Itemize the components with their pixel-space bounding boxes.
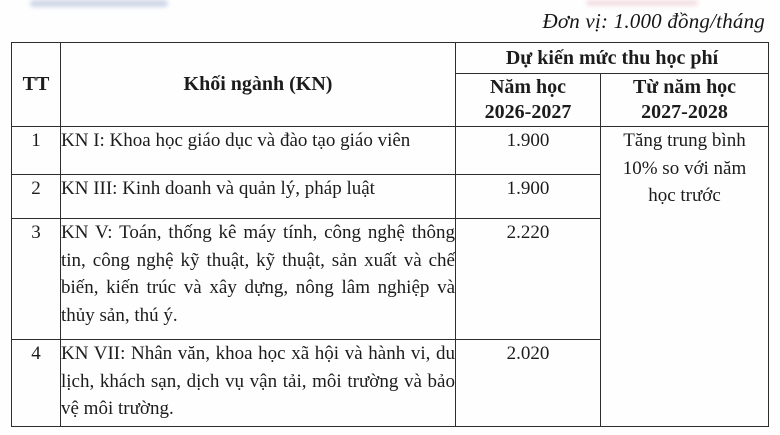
header-fee-title: Dự kiến mức thu học phí (456, 43, 769, 74)
table-row (12, 127, 769, 175)
header-year-from-2027-2028 (601, 74, 769, 127)
row-3-major-group: KN V: Toán, thống kê máy tính, công nghệ thông tin, công nghệ kỹ thuật, kỹ thuật, sản xuất và chế biến, kiến trúc và xây dựng, nông lâm nghiệp và thủy sản, thú ý. (61, 219, 456, 340)
row-1-major-group: KN I: Khoa học giáo dục và đào tạo giáo viên (61, 127, 456, 175)
row-1-tt: 1 (12, 127, 61, 175)
header-year1-line1: Năm học (489, 76, 567, 98)
header-year-2026-2027 (456, 74, 601, 127)
header-year2-line1: Từ năm học (632, 76, 737, 98)
row-4-tt: 4 (12, 340, 61, 427)
row-3-fee-2026-2027: 2.220 (456, 219, 601, 340)
scan-artifact-pink (586, 0, 698, 6)
header-year1-line2: 2026-2027 (484, 101, 572, 123)
row-4-major-group: KN VII: Nhân văn, khoa học xã hội và hành vi, du lịch, khách sạn, dịch vụ vận tải, môi trường và bảo vệ môi trường. (61, 340, 456, 427)
unit-note: Đơn vị: 1.000 đồng/tháng (542, 9, 765, 33)
header-tt: TT (12, 43, 61, 127)
row-1-fee-2026-2027: 1.900 (456, 127, 601, 175)
fee-increase-note-line3: học trước (648, 185, 721, 207)
row-2-tt: 2 (12, 175, 61, 219)
row-2-major-group: KN III: Kinh doanh và quản lý, pháp luật (61, 175, 456, 219)
header-year2-line2: 2027-2028 (641, 101, 728, 123)
row-3-tt: 3 (12, 219, 61, 340)
fee-increase-note-line2: 10% so với năm (622, 157, 747, 179)
row-4-fee-2026-2027: 2.020 (456, 340, 601, 427)
tuition-fee-table (11, 42, 769, 427)
scan-artifact-blue (30, 0, 168, 7)
header-major-group: Khối ngành (KN) (61, 43, 456, 127)
row-2-fee-2026-2027: 1.900 (456, 175, 601, 219)
fee-increase-note-line1: Tăng trung bình (623, 130, 746, 151)
fee-increase-note-cell (601, 127, 769, 427)
header-row-top (12, 43, 769, 74)
